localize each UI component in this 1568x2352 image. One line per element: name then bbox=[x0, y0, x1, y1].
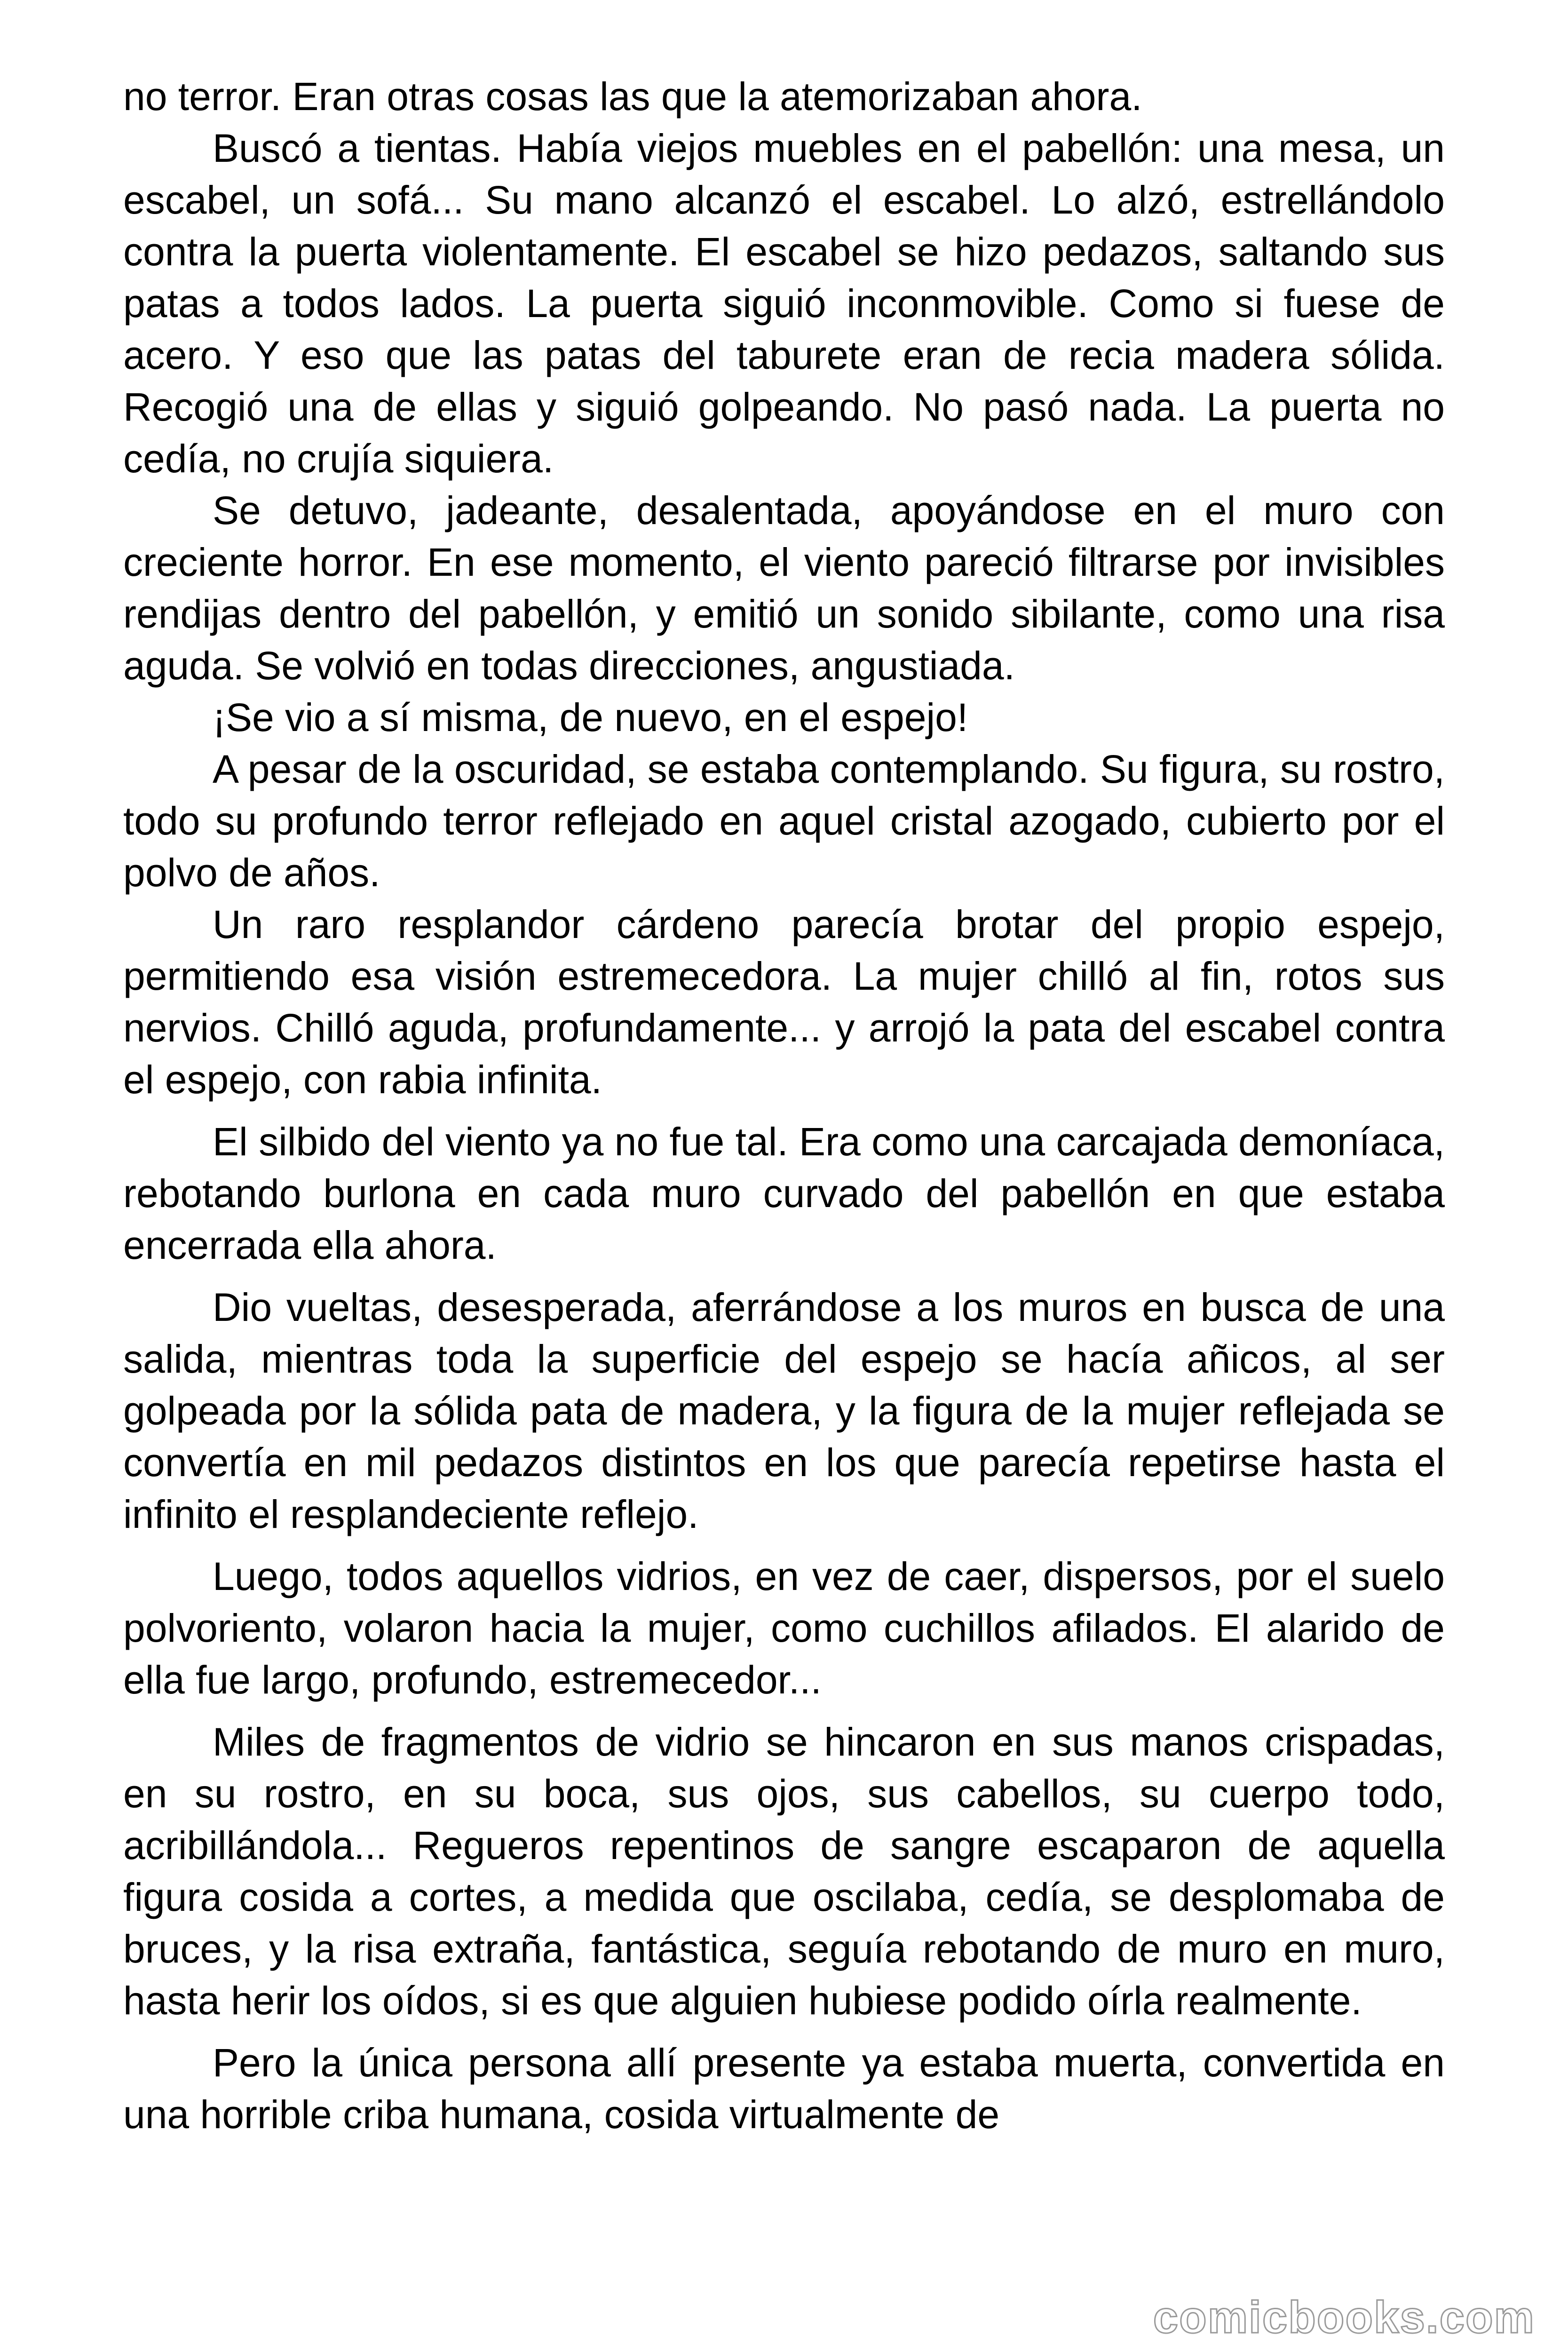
paragraph: no terror. Eran otras cosas las que la atemorizaban ahora. bbox=[123, 74, 1142, 119]
paragraph: A pesar de la oscuridad, se estaba contemplando. Su figura, su rostro, todo su profundo terror reflejado en aquel cristal azogado, cubierto por el polvo de años. bbox=[123, 747, 1445, 895]
paragraph: Dio vueltas, desesperada, aferrándose a los muros en busca de una salida, mientras toda la superficie del espejo se hacía añicos, al ser golpeada por la sólida pata de madera, y la figura de la mujer reflejada se convertía en mil pedazos distintos en los que parecía repetirse hasta el infinito el resplandeciente reflejo. bbox=[123, 1285, 1445, 1536]
paragraph: Buscó a tientas. Había viejos muebles en el pabellón: una mesa, un escabel, un sofá... Su mano alcanzó el escabel. Lo alzó, estrellándolo contra la puerta violentamente. El escabel se hizo pedazos, saltando sus patas a todos lados. La puerta siguió inconmovible. Como si fuese de acero. Y eso que las patas del taburete eran de recia madera sólida. Recogió una de ellas y siguió golpeando. No pasó nada. La puerta no cedía, no crujía siquiera. bbox=[123, 126, 1445, 481]
paragraph: El silbido del viento ya no fue tal. Era como una carcajada demoníaca, rebotando burlona en cada muro curvado del pabellón en que estaba encerrada ella ahora. bbox=[123, 1120, 1445, 1267]
paragraph: Se detuvo, jadeante, desalentada, apoyándose en el muro con creciente horror. En ese momento, el viento pareció filtrarse por invisibles rendijas dentro del pabellón, y emitió un sonido sibilante, como una risa aguda. Se volvió en todas direcciones, angustiada. bbox=[123, 488, 1445, 688]
paragraph: ¡Se vio a sí misma, de nuevo, en el espejo! bbox=[213, 695, 968, 739]
watermark: comicbooks.com bbox=[1153, 2292, 1535, 2343]
page-text bbox=[123, 71, 1445, 2140]
paragraph: Pero la única persona allí presente ya estaba muerta, convertida en una horrible criba humana, cosida virtualmente de bbox=[123, 2041, 1445, 2137]
paragraph: Luego, todos aquellos vidrios, en vez de caer, dispersos, por el suelo polvoriento, volaron hacia la mujer, como cuchillos afilados. El alarido de ella fue largo, profundo, estremecedor... bbox=[123, 1554, 1445, 1702]
paragraph: Un raro resplandor cárdeno parecía brotar del propio espejo, permitiendo esa visión estremecedora. La mujer chilló al fin, rotos sus nervios. Chilló aguda, profundamente... y arrojó la pata del escabel contra el espejo, con rabia infinita. bbox=[123, 902, 1445, 1102]
paragraph: Miles de fragmentos de vidrio se hincaron en sus manos crispadas, en su rostro, en su boca, sus ojos, sus cabellos, su cuerpo todo, acribillándola... Regueros repentinos de sangre escaparon de aquella figura cosida a cortes, a medida que oscilaba, cedía, se desplomaba de bruces, y la risa extraña, fantástica, seguía rebotando de muro en muro, hasta herir los oídos, si es que alguien hubiese podido oírla realmente. bbox=[123, 1720, 1445, 2023]
